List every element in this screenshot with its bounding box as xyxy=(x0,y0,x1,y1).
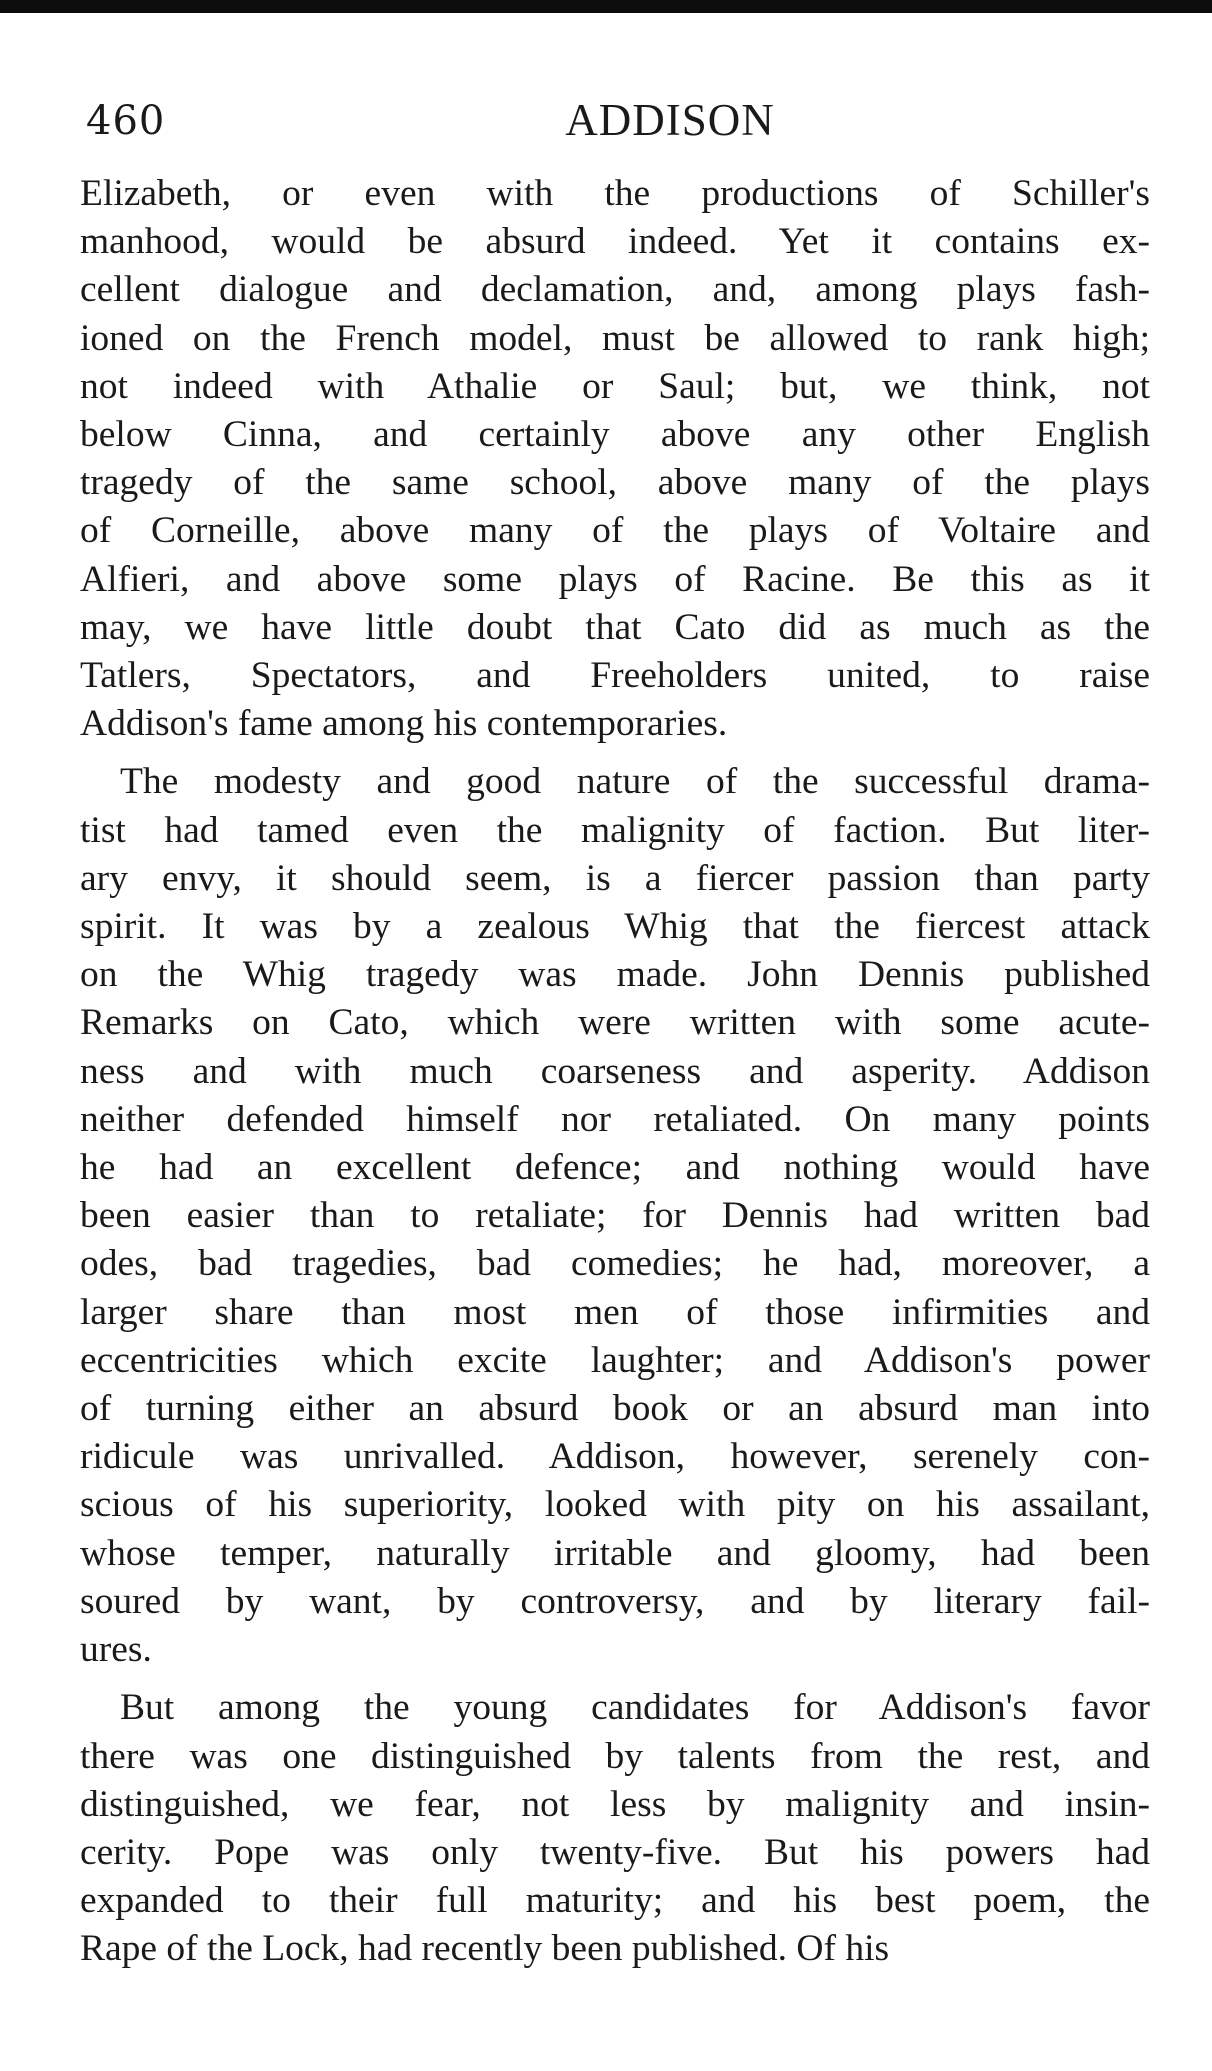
text-line: of turning either an absurd book or an absurd man into xyxy=(80,1388,1150,1430)
body-text xyxy=(80,170,1150,1974)
text-line: manhood, would be absurd indeed. Yet it contains ex- xyxy=(80,221,1150,263)
text-line: not indeed with Athalie or Saul; but, we think, not xyxy=(80,365,1150,407)
text-line: whose temper, naturally irritable and gloomy, had been xyxy=(80,1532,1150,1574)
text-line: may, we have little doubt that Cato did as much as the xyxy=(80,606,1150,648)
text-line: ures. xyxy=(80,1629,152,1671)
text-line: distinguished, we fear, not less by malignity and insin- xyxy=(80,1783,1150,1825)
text-line: ridicule was unrivalled. Addison, however, serenely con- xyxy=(80,1436,1150,1478)
text-line: Alfieri, and above some plays of Racine. Be this as it xyxy=(80,558,1150,600)
text-line: on the Whig tragedy was made. John Dennis published xyxy=(80,954,1150,996)
text-line: The modesty and good nature of the successful drama- xyxy=(120,761,1150,803)
text-line: spirit. It was by a zealous Whig that the fiercest attack xyxy=(80,906,1150,948)
top-border-rule xyxy=(0,0,1212,13)
text-line: ary envy, it should seem, is a fiercer passion than party xyxy=(80,857,1150,899)
paragraph-2 xyxy=(80,758,1150,1674)
text-line: been easier than to retaliate; for Dennis had written bad xyxy=(80,1195,1150,1237)
text-line: scious of his superiority, looked with pity on his assailant, xyxy=(80,1484,1150,1526)
text-line: Remarks on Cato, which were written with some acute- xyxy=(80,1002,1150,1044)
text-line: below Cinna, and certainly above any other English xyxy=(80,414,1150,456)
text-line: tragedy of the same school, above many of the plays xyxy=(80,462,1150,504)
page-number: 460 xyxy=(86,98,166,144)
paragraph-3 xyxy=(80,1684,1150,1973)
text-line: he had an excellent defence; and nothing would have xyxy=(80,1147,1150,1189)
text-line: larger share than most men of those infirmities and xyxy=(80,1291,1150,1333)
text-line: cellent dialogue and declamation, and, among plays fash- xyxy=(80,269,1150,311)
text-line: But among the young candidates for Addison's favor xyxy=(120,1687,1150,1729)
text-line: Tatlers, Spectators, and Freeholders united, to raise xyxy=(80,655,1150,697)
text-line: tist had tamed even the malignity of faction. But liter- xyxy=(80,809,1150,851)
text-line: ness and with much coarseness and asperity. Addison xyxy=(80,1050,1150,1092)
text-line: of Corneille, above many of the plays of Voltaire and xyxy=(80,510,1150,552)
text-line: cerity. Pope was only twenty-five. But his powers had xyxy=(80,1831,1150,1873)
text-line: Elizabeth, or even with the productions of Schiller's xyxy=(80,173,1150,214)
running-head xyxy=(80,90,1150,170)
text-line: neither defended himself nor retaliated. On many points xyxy=(80,1098,1150,1140)
paragraph-1 xyxy=(80,170,1150,748)
book-page xyxy=(80,90,1150,1974)
text-line: soured by want, by controversy, and by literary fail- xyxy=(80,1580,1150,1622)
text-line: there was one distinguished by talents from the rest, and xyxy=(80,1735,1150,1777)
text-line: ioned on the French model, must be allowed to rank high; xyxy=(80,317,1150,359)
text-line: Rape of the Lock, had recently been published. Of his xyxy=(80,1928,890,1970)
text-line: expanded to their full maturity; and his best poem, the xyxy=(80,1880,1150,1922)
running-title: ADDISON xyxy=(565,95,775,145)
text-line: odes, bad tragedies, bad comedies; he had, moreover, a xyxy=(80,1243,1150,1285)
text-line: Addison's fame among his contemporaries. xyxy=(80,703,728,745)
text-line: eccentricities which excite laughter; and Addison's power xyxy=(80,1339,1150,1381)
